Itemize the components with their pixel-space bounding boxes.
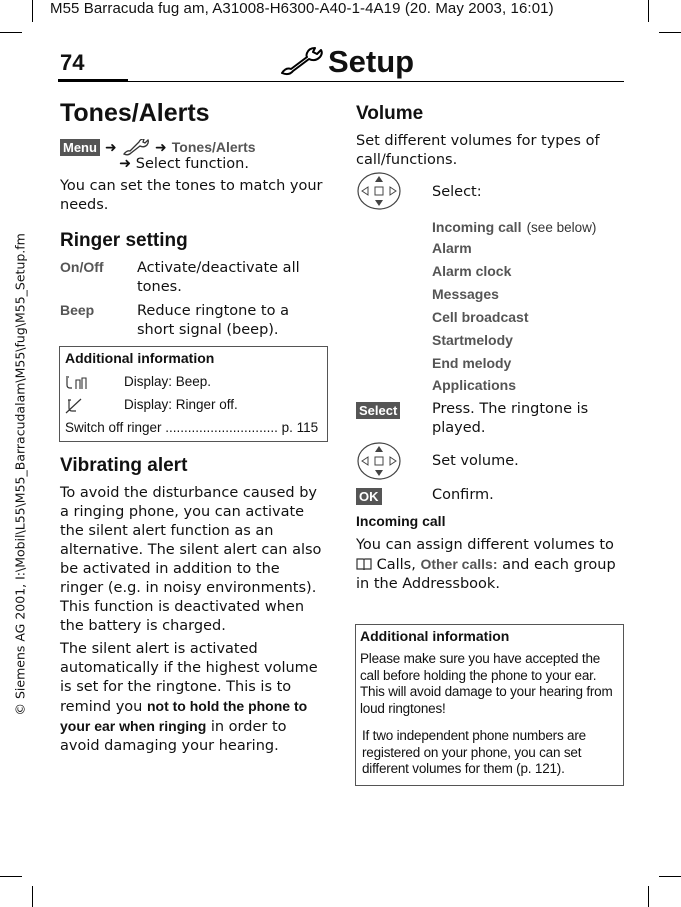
info-link-label: Switch off ringer ..............................	[65, 420, 278, 435]
info-paragraph: Please make sure you have accepted the call before holding the phone to your ear. This will avoid damage to your hearing from loud ringtones!	[360, 651, 613, 716]
crop-mark	[32, 0, 33, 22]
ringer-term: Beep	[60, 302, 95, 318]
volume-heading: Volume	[356, 103, 424, 124]
ringer-off-icon	[64, 397, 84, 415]
incoming-heading: Incoming call	[356, 513, 446, 529]
book-icon	[356, 557, 372, 570]
beep-icon	[64, 375, 90, 391]
arrow-icon: ➜	[154, 140, 167, 156]
info-row: Display: Beep.	[124, 374, 212, 389]
incoming-text	[356, 536, 622, 594]
select-desc: Press. The ringtone is played.	[432, 401, 589, 436]
setup-icon	[122, 139, 150, 157]
crop-mark	[0, 876, 22, 877]
select-key: Select	[356, 402, 400, 419]
ringer-term: On/Off	[60, 259, 104, 275]
info-paragraph: If two independent phone numbers are registered on your phone, you can set different volumes for them (p. 121).	[362, 728, 586, 776]
volume-item: Applications	[432, 377, 517, 393]
intro-text: You can set the tones to match your needs.	[60, 178, 323, 213]
volume-item: Startmelody	[432, 332, 513, 348]
vibrating-heading: Vibrating alert	[60, 455, 188, 476]
info-box-ringer	[59, 346, 328, 442]
volume-item: Cell broadcast	[432, 309, 529, 325]
volume-item: Messages	[432, 286, 499, 302]
section-title: Tones/Alerts	[60, 99, 210, 127]
crop-mark	[648, 886, 649, 907]
header-rule	[128, 81, 624, 82]
info-link-page[interactable]: p. 115	[281, 420, 319, 435]
menu-key: Menu	[60, 139, 100, 156]
setup-wrench-icon	[278, 46, 324, 76]
select-softkey	[356, 400, 400, 419]
volume-intro: Set different volumes for types of call/functions.	[356, 133, 600, 168]
select-label: Select:	[432, 184, 482, 200]
volume-item: Alarm clock	[432, 263, 512, 279]
ok-key: OK	[356, 488, 382, 505]
page-number-rule	[58, 79, 128, 82]
ok-desc: Confirm.	[432, 487, 494, 503]
running-head: M55 Barracuda fug am, A31008-H6300-A40-1-4A19 (20. May 2003, 16:01)	[50, 0, 554, 17]
volume-item	[432, 217, 596, 236]
crop-mark	[659, 32, 681, 33]
text: The silent alert is activated automatically if the highest volume is set for the ringtone. This is to remind you	[60, 641, 318, 715]
text: and each group in the Addressbook.	[356, 557, 616, 592]
page-number: 74	[60, 50, 85, 75]
other-calls-label: Other calls:	[420, 556, 498, 572]
vibrating-paragraph-2	[60, 640, 326, 756]
arrow-icon: ➜	[105, 140, 117, 156]
volume-item: End melody	[432, 355, 512, 371]
side-copyright: © Siemens AG 2001, I:\Mobil\L55\M55_Barracudalam\M55\fug\M55_Setup.fm	[12, 233, 28, 716]
volume-item-label: Incoming call	[432, 219, 522, 235]
volume-item-note: (see below)	[526, 220, 597, 235]
text: Calls,	[376, 557, 421, 573]
set-volume-text: Set volume.	[432, 453, 519, 469]
ok-softkey	[356, 486, 382, 505]
text: You can assign different volumes to	[356, 537, 614, 553]
menu-path-select: ➜ Select function.	[119, 156, 249, 172]
info-link-row	[65, 420, 318, 435]
info-box-volume	[355, 624, 624, 786]
info-row: Display: Ringer off.	[124, 397, 238, 412]
text: in order to avoid damaging your hearing.	[60, 719, 287, 754]
ringer-heading: Ringer setting	[60, 230, 188, 251]
ringer-desc: Activate/deactivate all tones.	[137, 260, 300, 295]
warning-text: not to hold the phone to your ear when ringing	[60, 698, 308, 734]
navigation-key-icon	[356, 171, 402, 211]
vibrating-paragraph: To avoid the disturbance caused by a ringing phone, you can activate the silent alert function as an alternative. The silent alert can also be activated in addition to the ringer (e.g. in noisy environments). This function is deactivated when the battery is charged.	[60, 485, 322, 634]
volume-item: Alarm	[432, 240, 472, 256]
crop-mark	[0, 32, 22, 33]
ringer-desc: Reduce ringtone to a short signal (beep).	[137, 303, 289, 338]
crop-mark	[32, 886, 33, 907]
info-box-title: Additional information	[360, 628, 510, 644]
crop-mark	[659, 876, 681, 877]
chapter-title: Setup	[328, 44, 415, 79]
navigation-key-icon	[356, 441, 402, 481]
menu-path	[60, 137, 256, 157]
crop-mark	[648, 0, 649, 22]
info-box-title: Additional information	[65, 350, 215, 366]
menu-path-item: Tones/Alerts	[171, 139, 256, 155]
